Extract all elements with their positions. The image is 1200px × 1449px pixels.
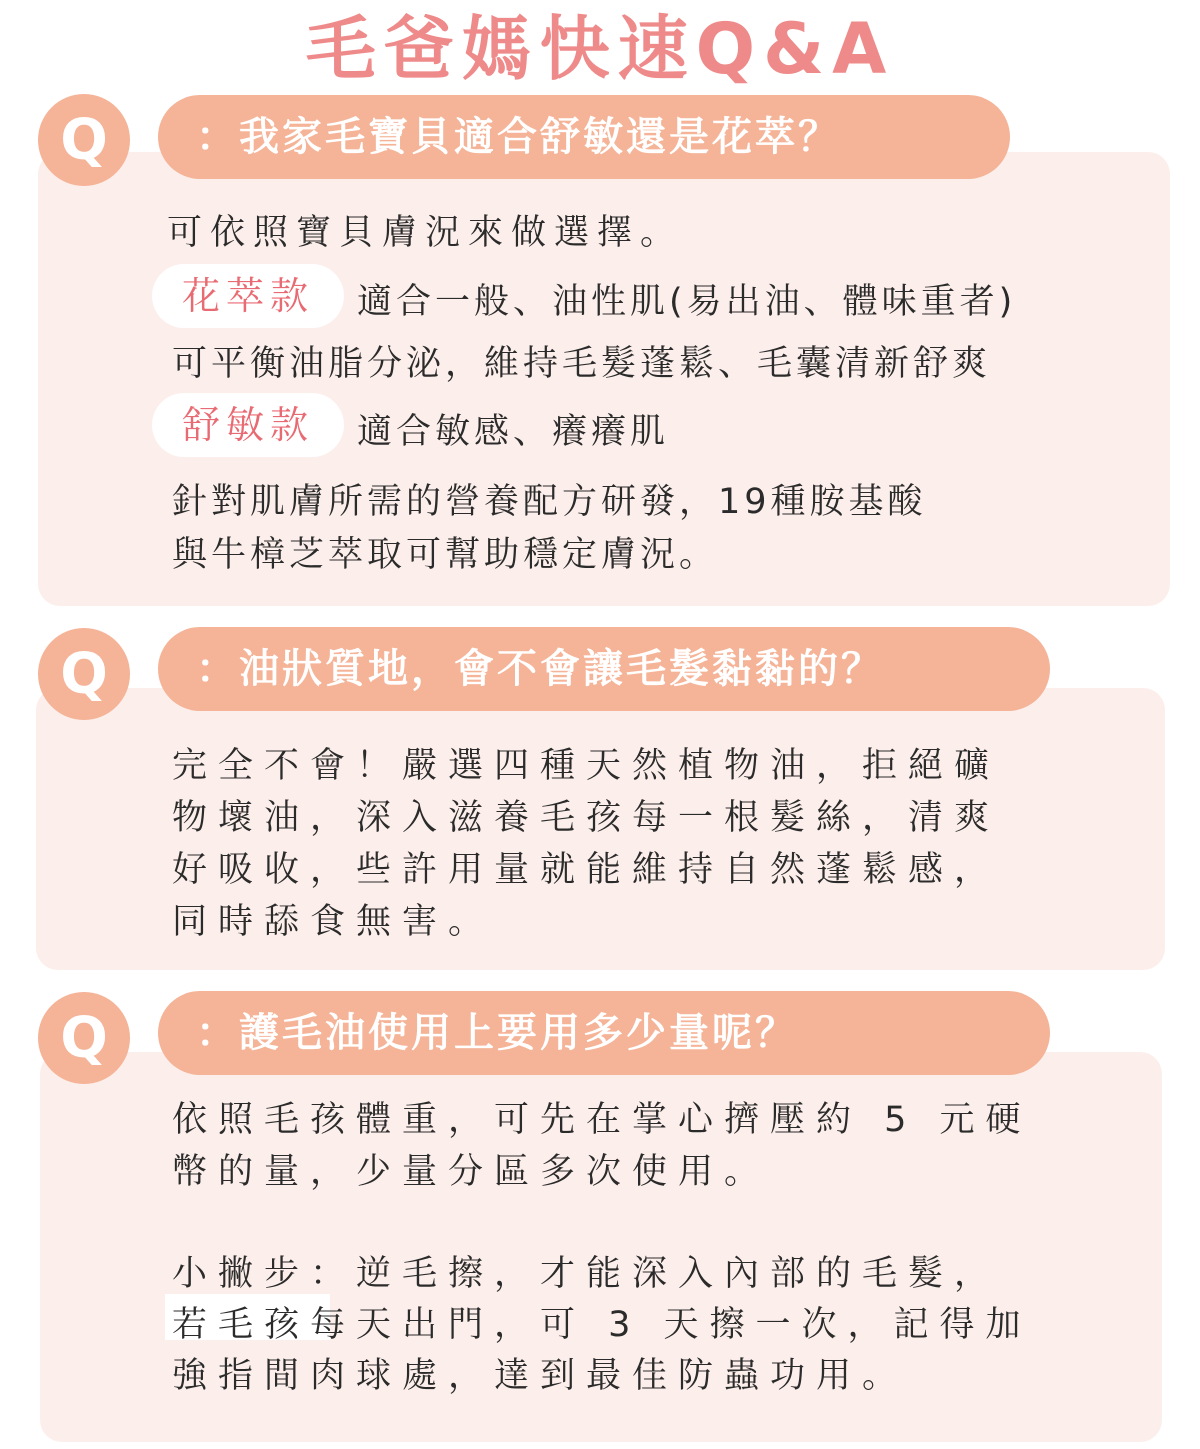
answer-2-line-4: 同時舔食無害。 [172, 902, 495, 942]
answer-1-line-4: 與牛樟芝萃取可幫助穩定膚況。 [172, 535, 719, 575]
answer-3-line-1: 依照毛孩體重，可先在掌心擠壓約 5 元硬 [172, 1100, 1032, 1140]
tag-soothing: 舒敏款 [152, 393, 344, 457]
question-1: ：我家毛寶貝適合舒敏還是花萃？ [158, 95, 1010, 179]
tag-flower-desc: 適合一般、油性肌(易出油、體味重者) [357, 282, 1017, 322]
answer-3-line-2: 幣的量，少量分區多次使用。 [172, 1152, 771, 1192]
answer-3-tip-line-3: 強指間肉球處，達到最佳防蟲功用。 [172, 1356, 909, 1396]
tag-flower-extract: 花萃款 [152, 264, 344, 328]
question-2: ：油狀質地，會不會讓毛髮黏黏的？ [158, 627, 1050, 711]
q-badge-icon: Q [38, 628, 130, 720]
q-badge-icon: Q [38, 94, 130, 186]
answer-1-intro: 可依照寶貝膚況來做選擇。 [167, 213, 684, 253]
answer-3-tip-line-2: 若毛孩每天出門，可 3 天擦一次，記得加 [172, 1305, 1032, 1345]
answer-3-tip-line-1: 小撇步：逆毛擦，才能深入內部的毛髮， [172, 1254, 1001, 1294]
question-3: ：護毛油使用上要用多少量呢？ [158, 991, 1050, 1075]
answer-2-line-2: 物壞油，深入滋養毛孩每一根髮絲，清爽 [172, 798, 1001, 838]
answer-1-line-3: 針對肌膚所需的營養配方研發，19種胺基酸 [172, 482, 927, 522]
answer-2-line-1: 完全不會！嚴選四種天然植物油，拒絕礦 [172, 746, 1001, 786]
page-title: 毛爸媽快速Q&A [305, 8, 895, 90]
tag-soothing-desc: 適合敏感、癢癢肌 [357, 412, 670, 452]
answer-2-line-3: 好吸收，些許用量就能維持自然蓬鬆感， [172, 850, 1001, 890]
q-badge-icon: Q [38, 992, 130, 1084]
answer-1-line-2: 可平衡油脂分泌，維持毛髮蓬鬆、毛囊清新舒爽 [172, 344, 992, 384]
